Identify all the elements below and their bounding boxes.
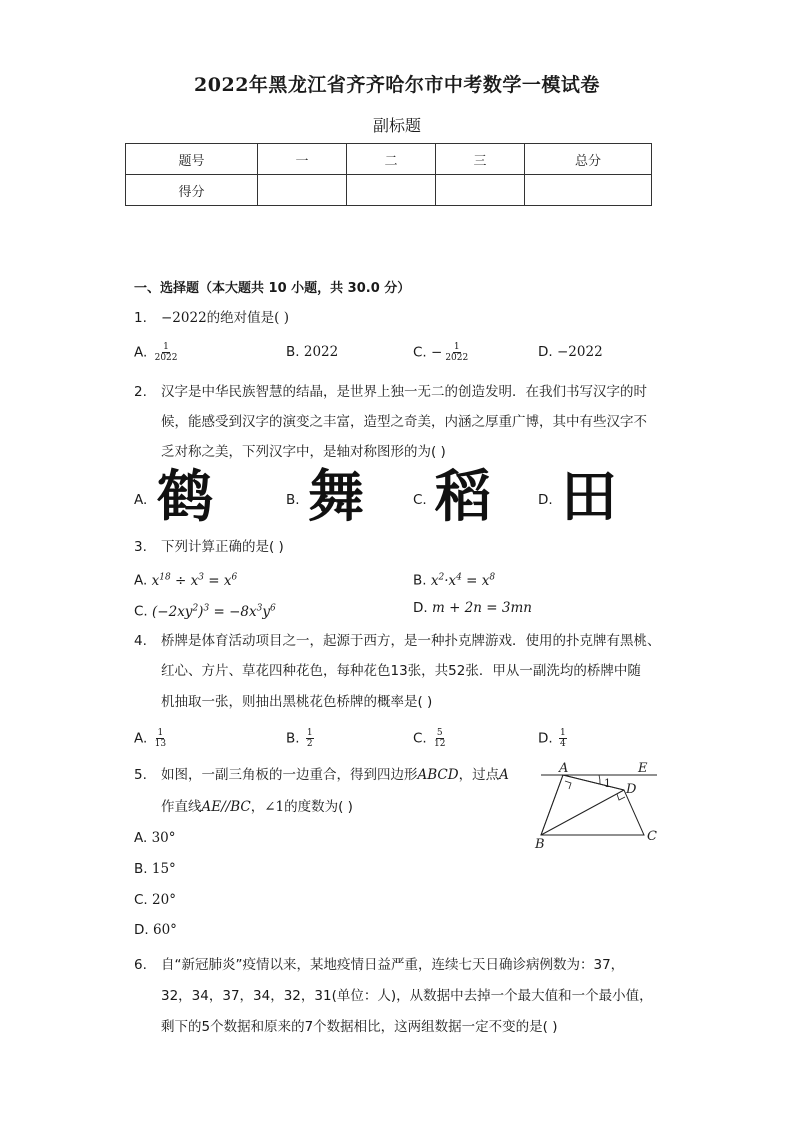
denominator: 13 [154, 739, 167, 749]
q1-option-b [286, 342, 338, 362]
q4-option-b [286, 728, 316, 749]
option-text: 30° [151, 830, 176, 846]
question-6-stem [134, 955, 624, 975]
option-label: D. [134, 922, 149, 938]
minus-sign: − [431, 344, 443, 361]
question-2-stem [134, 382, 647, 402]
question-text: 32，34，37，34，32，31(单位：人)，从数据中去掉一个最大值和一个最小值， [161, 988, 653, 1004]
q2-option-a-character: 鹤 [157, 465, 213, 530]
option-label: A. [134, 830, 148, 846]
question-text: ， [250, 799, 265, 815]
question-number: 6. [134, 957, 147, 973]
numerator: 1 [163, 342, 169, 352]
option-text: 15° [151, 861, 176, 877]
option-label: B. [134, 861, 148, 877]
fraction [433, 728, 446, 749]
question-text: 如图，一副三角板的一边重合，得到四边形 [161, 767, 418, 783]
question-text: 剩下的5个数据和原来的7个数据相比，这两组数据一定不变的是( ) [161, 1019, 558, 1035]
q4-option-a [134, 728, 169, 749]
question-text: 红心、方片、草花四种花色，每种花色13张，共52张．甲从一副洗均的桥牌中随 [161, 663, 641, 679]
option-label: B. [286, 344, 300, 360]
option-text: 20° [152, 892, 176, 908]
q5-option-c [134, 890, 176, 910]
question-5-line-2 [161, 797, 353, 817]
option-label: B. [286, 492, 300, 508]
fraction [444, 342, 469, 363]
option-label: C. [413, 730, 427, 747]
option-label: D. [538, 492, 553, 508]
denominator: 4 [559, 739, 566, 749]
q1-option-c [413, 342, 471, 363]
q3-option-a [134, 567, 237, 591]
question-number: 4. [134, 633, 147, 649]
question-number: 5. [134, 767, 147, 783]
score-cell [258, 175, 347, 206]
q1-option-a [134, 342, 181, 363]
right-angle-mark-d [617, 794, 625, 800]
q2-option-d-character: 田 [561, 465, 617, 530]
question-number: 1. [134, 310, 147, 326]
score-cell [525, 175, 652, 206]
question-text: 下列计算正确的是( ) [161, 539, 284, 555]
denominator: 2022 [154, 353, 178, 363]
label-b: B [535, 837, 545, 852]
math-text: ∠1 [264, 799, 285, 815]
q3-option-b [413, 567, 495, 591]
numerator: 5 [436, 728, 443, 738]
option-label: A. [134, 730, 148, 747]
question-text: 自“新冠肺炎”疫情以来，某地疫情日益严重，连续七天日确诊病例数为：37， [161, 957, 625, 973]
diagonal-bd [541, 790, 624, 835]
question-text: 桥牌是体育活动项目之一，起源于西方，是一种扑克牌游戏．使用的扑克牌有黑桃、 [161, 633, 661, 649]
score-cell: 二 [347, 144, 436, 175]
score-cell: 题号 [126, 144, 258, 175]
option-label: B. [286, 730, 300, 747]
q5-option-d [134, 920, 177, 940]
question-text: 乏对称之美，下列汉字中，是轴对称图形的为( ) [161, 444, 446, 460]
q2-option-c-character: 稻 [435, 465, 491, 530]
right-angle-mark-a [565, 781, 571, 789]
option-label: D. [538, 344, 553, 360]
score-table-header-row [126, 144, 652, 175]
math-text: ABCD [417, 767, 459, 783]
question-5-stem [134, 765, 509, 785]
question-text: 候，能感受到汉字的演变之丰富，造型之奇美，内涵之厚重广博，其中有些汉字不 [161, 414, 647, 430]
option-label: C. [413, 344, 427, 361]
option-text: −2022 [556, 344, 603, 360]
score-cell: 总分 [525, 144, 652, 175]
option-text: 2022 [303, 344, 339, 360]
question-text: −2022的绝对值是( ) [161, 310, 289, 326]
score-cell: 得分 [126, 175, 258, 206]
segment-ad [563, 775, 624, 790]
option-label: C. [413, 492, 427, 508]
numerator: 1 [453, 342, 460, 352]
question-text: ，过点 [458, 767, 500, 783]
score-cell: 一 [258, 144, 347, 175]
option-label: B. [413, 572, 427, 589]
question-text: 作直线 [161, 799, 202, 815]
q4-option-d [538, 728, 569, 749]
segment-ab [541, 775, 563, 835]
numerator: 1 [559, 728, 566, 738]
q3-option-d [413, 598, 532, 618]
score-table [125, 143, 652, 206]
q2-option-b-character: 舞 [308, 465, 364, 530]
option-label: A. [134, 344, 148, 361]
question-number: 2. [134, 384, 147, 400]
score-table-score-row [126, 175, 652, 206]
section-heading: 一、选择题（本大题共 10 小题，共 30.0 分） [134, 281, 411, 296]
fraction [306, 728, 314, 749]
label-a: A [559, 761, 569, 776]
formula: $x^2\cdot x^4 = x^8$ [430, 572, 496, 589]
score-cell [436, 175, 525, 206]
q4-option-c [413, 728, 448, 749]
formula: $(-2xy^2)^3 = -8x^3y^6$ [152, 603, 276, 620]
q5-option-b [134, 859, 176, 879]
formula: $x^{18} \div x^3 = x^6$ [151, 572, 238, 589]
question-4-stem [134, 631, 661, 651]
label-d: D [626, 782, 637, 797]
label-e: E [638, 761, 648, 776]
fraction [559, 728, 567, 749]
question-text: 机抽取一张，则抽出黑桃花色桥牌的概率是( ) [161, 694, 433, 710]
question-1-stem [134, 308, 289, 328]
option-label: A. [134, 572, 148, 589]
option-label: D. [413, 600, 428, 616]
question-3-stem [134, 537, 284, 557]
question-number: 3. [134, 539, 147, 555]
denominator: 12 [434, 739, 446, 749]
option-label: A. [134, 492, 148, 508]
formula: m + 2n = 3mn [431, 600, 532, 616]
denominator: 2 [306, 739, 313, 749]
exam-title: 2022年黑龙江省齐齐哈尔市中考数学一模试卷 [194, 74, 600, 96]
fraction [154, 342, 179, 363]
angle-1-arc [599, 775, 600, 784]
q1-option-d [538, 342, 603, 362]
option-text: 60° [152, 922, 177, 938]
exam-subtitle: 副标题 [372, 116, 421, 135]
score-cell: 三 [436, 144, 525, 175]
fraction [154, 728, 167, 749]
numerator: 1 [157, 728, 164, 738]
geometry-figure [527, 760, 667, 854]
question-text: 汉字是中华民族智慧的结晶，是世界上独一无二的创造发明．在我们书写汉字的时 [161, 384, 647, 400]
numerator: 1 [306, 728, 313, 738]
math-text: A [499, 767, 509, 783]
label-c: C [647, 829, 657, 844]
option-label: C. [134, 892, 148, 908]
option-label: C. [134, 603, 148, 620]
math-text: AE//BC [201, 799, 251, 815]
score-cell [347, 175, 436, 206]
question-text: 的度数为( ) [284, 799, 353, 815]
denominator: 2022 [445, 353, 469, 363]
label-angle-1: 1 [604, 777, 611, 790]
q3-option-c [134, 598, 276, 622]
q5-option-a [134, 828, 176, 848]
option-label: D. [538, 730, 553, 747]
